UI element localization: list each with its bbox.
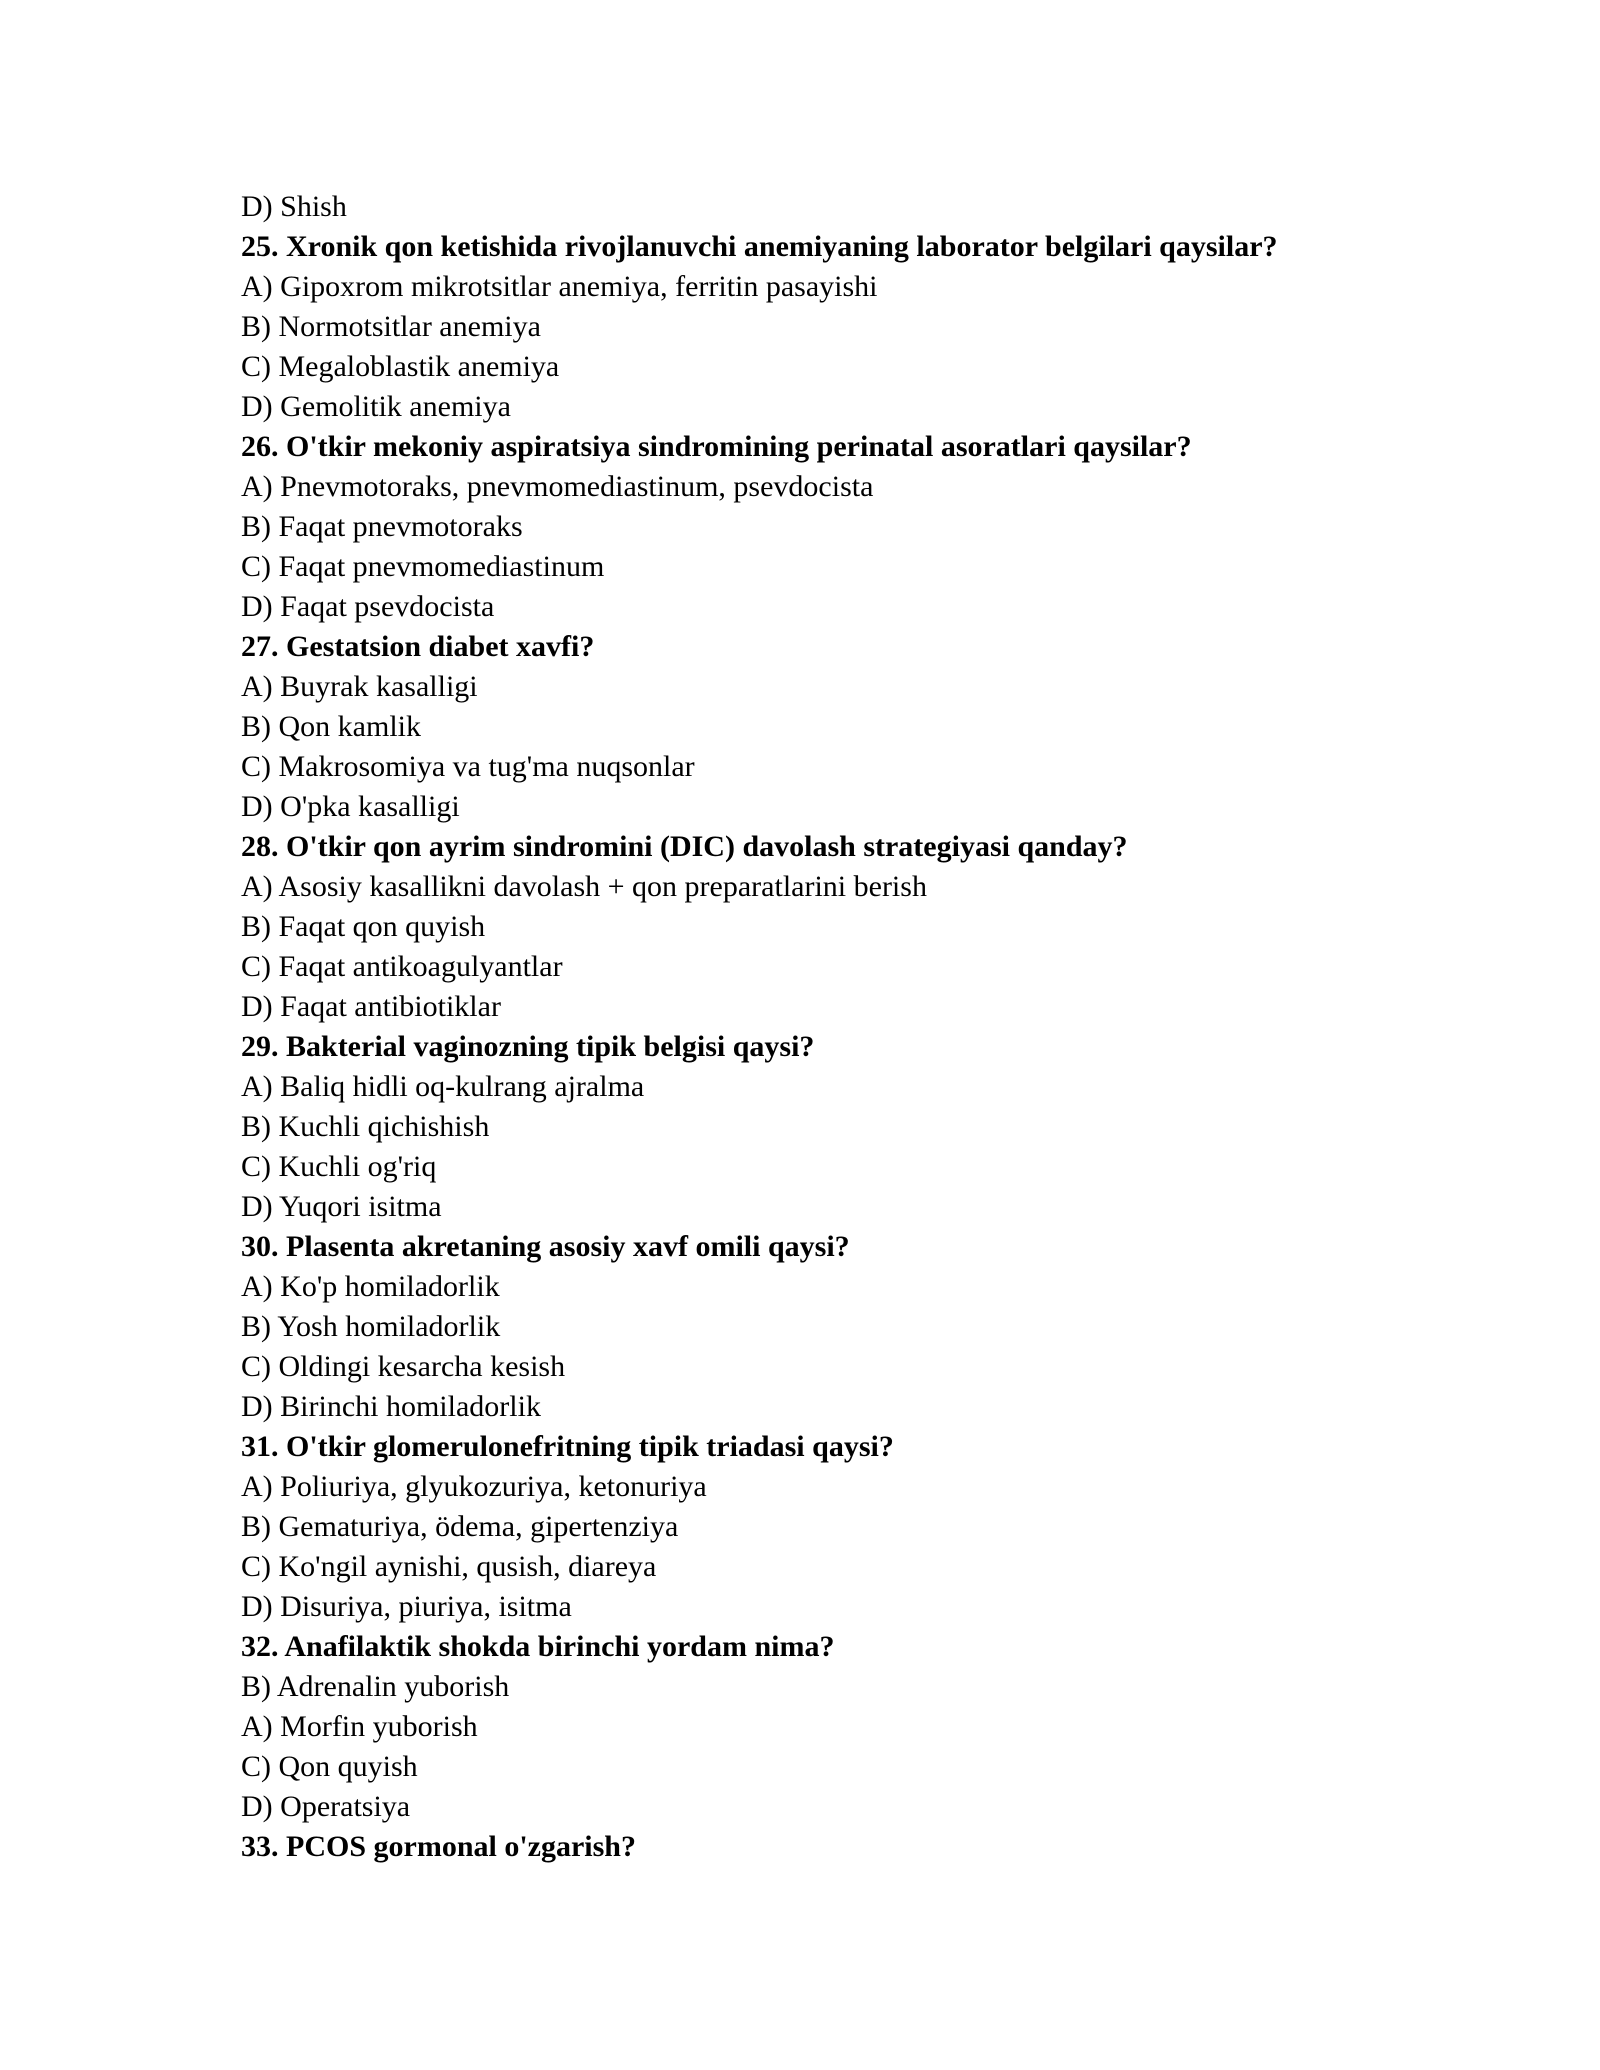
answer-option: B) Adrenalin yuborish [241,1670,510,1703]
answer-option: A) Asosiy kasallikni davolash + qon preparatlarini berish [241,870,927,903]
question-title: 28. O'tkir qon ayrim sindromini (DIC) davolash strategiyasi qanday? [241,830,1128,863]
answer-option: D) Shish [241,190,347,223]
question-block [241,627,1441,827]
answer-option: D) Faqat antibiotiklar [241,990,501,1023]
question-list [241,187,1441,1867]
question-block [241,827,1441,1027]
answer-option: D) O'pka kasalligi [241,790,460,823]
question-block [241,1827,1441,1867]
answer-option: B) Faqat qon quyish [241,910,486,943]
answer-option: D) Yuqori isitma [241,1190,442,1223]
question-block [241,427,1441,627]
answer-option: C) Ko'ngil aynishi, qusish, diareya [241,1550,657,1583]
question-block [241,1427,1441,1627]
answer-option: D) Gemolitik anemiya [241,390,511,423]
answer-option: C) Megaloblastik anemiya [241,350,560,383]
question-block [241,227,1441,427]
answer-option: B) Faqat pnevmotoraks [241,510,523,543]
answer-option: A) Gipoxrom mikrotsitlar anemiya, ferritin pasayishi [241,270,878,303]
answer-option: C) Oldingi kesarcha kesish [241,1350,566,1383]
answer-option: A) Buyrak kasalligi [241,670,478,703]
answer-option: B) Normotsitlar anemiya [241,310,541,343]
question-title: 31. O'tkir glomerulonefritning tipik triadasi qaysi? [241,1430,894,1463]
answer-option: B) Qon kamlik [241,710,421,743]
answer-option: B) Gematuriya, ödema, gipertenziya [241,1510,679,1543]
answer-option: B) Kuchli qichishish [241,1110,490,1143]
answer-option: D) Operatsiya [241,1790,411,1823]
question-block [241,1227,1441,1427]
answer-option: C) Kuchli og'riq [241,1150,437,1183]
answer-option: D) Faqat psevdocista [241,590,495,623]
question-block [241,1627,1441,1827]
question-title: 27. Gestatsion diabet xavfi? [241,630,595,663]
answer-option: C) Qon quyish [241,1750,418,1783]
question-title: 26. O'tkir mekoniy aspiratsiya sindromining perinatal asoratlari qaysilar? [241,430,1192,463]
question-block [241,1027,1441,1227]
answer-option: D) Birinchi homiladorlik [241,1390,541,1423]
answer-option: B) Yosh homiladorlik [241,1310,501,1343]
answer-option: C) Makrosomiya va tug'ma nuqsonlar [241,750,695,783]
answer-option: D) Disuriya, piuriya, isitma [241,1590,572,1623]
question-title: 25. Xronik qon ketishida rivojlanuvchi anemiyaning laborator belgilari qaysilar? [241,230,1278,263]
answer-option: A) Pnevmotoraks, pnevmomediastinum, psevdocista [241,470,874,503]
question-title: 32. Anafilaktik shokda birinchi yordam nima? [241,1630,835,1663]
answer-option: C) Faqat pnevmomediastinum [241,550,605,583]
answer-option: A) Poliuriya, glyukozuriya, ketonuriya [241,1470,707,1503]
question-title: 33. PCOS gormonal o'zgarish? [241,1830,636,1863]
answer-option: A) Morfin yuborish [241,1710,478,1743]
answer-option: A) Ko'p homiladorlik [241,1270,500,1303]
question-title: 30. Plasenta akretaning asosiy xavf omili qaysi? [241,1230,850,1263]
answer-option: A) Baliq hidli oq-kulrang ajralma [241,1070,645,1103]
question-title: 29. Bakterial vaginozning tipik belgisi qaysi? [241,1030,815,1063]
answer-option: C) Faqat antikoagulyantlar [241,950,563,983]
